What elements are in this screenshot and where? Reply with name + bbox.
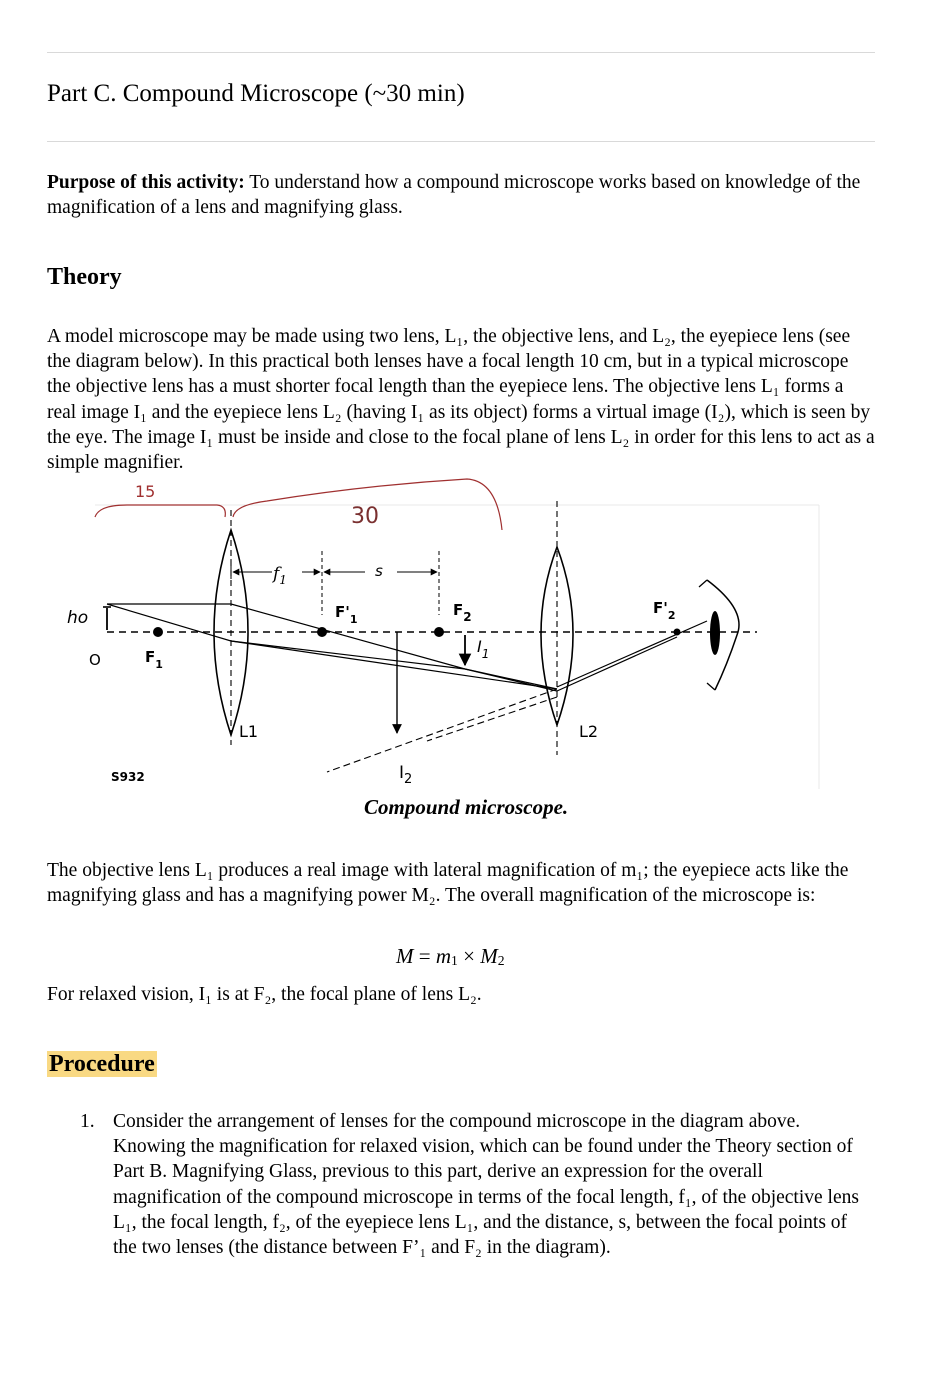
procedure-heading (47, 1051, 157, 1078)
theory-heading: Theory (47, 264, 122, 290)
formula-times: × (457, 944, 481, 968)
formula-m2: M (480, 944, 498, 968)
label-f2-prime-sub: 2 (667, 609, 676, 622)
handwritten-bracket-left (95, 505, 225, 517)
procedure-item-text: Consider the arrangement of lenses for the compound microscope in the diagram above. Knowing the magnification for relaxed vision, which can be found under the Theory section of Part B. Magnifying Glass, previous to this part, derive an expression for the overall magnification of the compound microscope in terms of the focal length, f₁, of the objective lens L₁, the focal length, f₂, of the eyepiece lens L₁, and the distance, s, between the focal points of the two lenses (the distance between F’₁ and F₂ in the diagram). (113, 1111, 859, 1259)
top-divider (47, 52, 875, 53)
label-i1-sub: 1 (481, 647, 490, 661)
magnification-formula (396, 944, 505, 969)
label-f1-prime-sub: 1 (349, 613, 358, 626)
label-ho: ho (67, 608, 89, 628)
part-title: Part C. Compound Microscope (~30 min) (47, 80, 465, 107)
formula-lhs: M (396, 944, 414, 968)
label-i2-sub: 2 (404, 772, 413, 787)
handwritten-30: 30 (351, 504, 379, 529)
label-f1-prime (335, 603, 358, 626)
eye-pupil-icon (710, 611, 720, 655)
formula-m1: m (435, 944, 452, 968)
label-l2: L2 (579, 722, 599, 741)
label-f2-prime-main: F' (653, 599, 668, 617)
figure-caption: Compound microscope. (364, 795, 569, 819)
formula-m2-sub: 2 (497, 953, 505, 968)
label-s: s (375, 562, 383, 580)
focal-point-f1 (153, 627, 163, 637)
label-f2-sub: 2 (463, 610, 472, 624)
label-f1-length-main: f (273, 564, 280, 584)
label-f2 (453, 601, 472, 624)
compound-microscope-diagram (47, 475, 827, 795)
label-l1: L1 (239, 722, 259, 741)
label-f2-prime (653, 599, 676, 622)
theory-paragraph: A model microscope may be made using two lens, L₁, the objective lens, and L₂, the eyepiece lens (see the diagram below). In this practical both lenses have a focal length 10 cm, but in a typical microscope the objective lens has a must shorter focal length than the eyepiece lens. The objective lens L₁ forms a real image I₁ and the eyepiece lens L₂ (having I₁ as its object) forms a virtual image (I₂), which is seen by the eye. The image I₁ must be inside and close to the focal plane of lens L₂ in order for this lens to act as a simple magnifier. (47, 326, 875, 474)
formula-equals: = (413, 944, 436, 968)
virtual-ray-1 (327, 689, 557, 772)
handwritten-15: 15 (135, 482, 156, 501)
label-i1-main: I (477, 637, 482, 656)
formula-m1-sub: 1 (451, 953, 458, 968)
label-f1-sub: 1 (155, 658, 163, 671)
magnification-paragraph: The objective lens L₁ produces a real image with lateral magnification of m₁; the eyepiece acts like the magnifying glass and has a magnifying power M₂. The overall magnification of the microscope is: (47, 860, 849, 907)
label-i1 (477, 637, 489, 661)
label-f1-length (271, 564, 287, 587)
purpose-text: To understand how a compound microscope works based on knowledge of the magnification of a lens and magnifying glass. (47, 172, 861, 219)
focal-point-f2 (434, 627, 444, 637)
title-divider (47, 141, 875, 142)
figure-code: S932 (111, 770, 145, 784)
procedure-item-number: 1. (80, 1111, 95, 1132)
label-f1-main: F (145, 648, 156, 666)
relaxed-vision-note: For relaxed vision, I₁ is at F₂, the focal plane of lens L₂. (47, 984, 482, 1005)
procedure-heading-highlight: Procedure (49, 1051, 155, 1077)
ray-to-l2-c (231, 641, 557, 689)
label-i2-main: I (399, 763, 405, 783)
ray-exit-1 (557, 637, 677, 691)
purpose-paragraph (47, 170, 877, 220)
label-i2 (399, 763, 412, 787)
virtual-ray-2 (427, 697, 557, 741)
ray-exit-2 (557, 621, 707, 687)
label-f2-main: F (453, 601, 464, 619)
label-f1-length-sub: 1 (279, 573, 287, 587)
label-o: O (89, 651, 101, 669)
label-f1-prime-main: F' (335, 603, 350, 621)
label-f1 (145, 648, 163, 671)
purpose-label: Purpose of this activity: (47, 172, 245, 193)
